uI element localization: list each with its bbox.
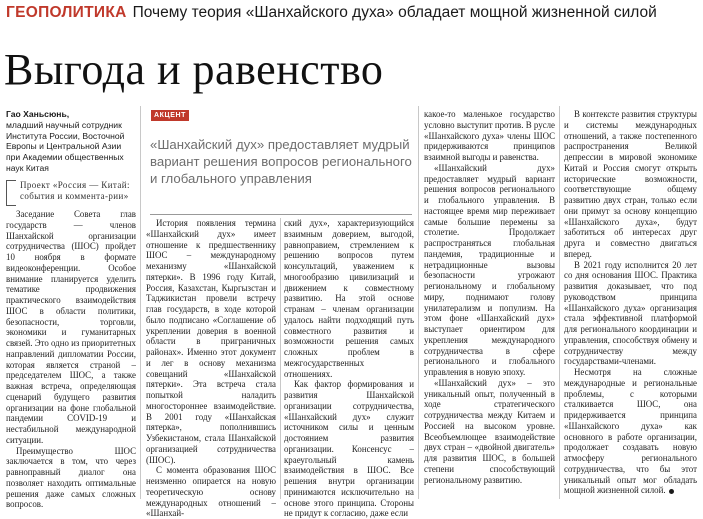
paragraph: какое-то маленькое государство условно выступит против. В русле «Шанхайского духа» члены ШОС придерживаются принципов взаимной выгоды и равенства. [424, 109, 555, 162]
paragraph: Преимущество ШОС заключается в том, что через равноправный диалог она позволяет находить оптимальные решения даже самых сложных вопросов. [6, 445, 136, 510]
lead-divider [150, 214, 412, 215]
text-column-2 [146, 218, 276, 519]
lead-paragraph: «Шанхайский дух» предоставляет мудрый вариант решения вопросов регионального и глобального управления [150, 137, 412, 186]
paragraph: История появления термина «Шанхайский дух» имеет отношение к предшественнику ШОС – международному механизму «Шанхайской пятерки». В 1996 году Китай, Россия, Казахстан, Кыргызстан и Таджикистан провели встречу глав государств, в ходе которой было подписано «Соглашение об укреплении доверия в военной области в приграничных районах». Именно этот документ и лег в основу механизма совещаний «Шанхайской пятерки». Эта встреча стала попыткой наладить многостороннее взаимодействие. В 2001 году «Шанхайская пятерка», пополнившись Узбекистаном, стала Шанхайской организацией сотрудничества (ШОС). [146, 218, 276, 465]
paragraph: В 2021 году исполнится 20 лет со дня основания ШОС. Практика развития доказывает, что под руководством принципа «Шанхайского духа» организация стала эффективной платформой для регионального координации и управления, способствуя обмену и сотрудничеству между государствами-членами. [564, 259, 697, 367]
end-of-article-icon [669, 489, 674, 494]
paragraph: Заседание Совета глав государств — членов Шанхайской организации сотрудничества (ШОС) пройдет 10 ноября в формате видеоконференции. Особое внимание планируется уделить тематике продвижения практического взаимодействия ШОС в области политики, безопасности, торговли, экономики и гуманитарных связей. Это одно из приоритетных направлений дипломатии России, которая является страной – председателем ШОС, а также важная встреча, определяющая сценарий будущего развития организации на фоне глобальной пандемии COVID-19 и нестабильной международной ситуации. [6, 209, 136, 445]
column-divider [418, 106, 419, 499]
project-box-text: Проект «Россия — Китай: события и коммента-рии» [20, 180, 130, 201]
paragraph: «Шанхайский дух» – это уникальный опыт, полученный в ходе стратегического сотрудничества между Китаем и Россией на высоком уровне. Всеобъемлющее взаимодействие двух стран – «двойной двигатель» для развития ШОС, в большей степени способствующий региональному развитию. [424, 377, 555, 485]
text-column-1 [6, 209, 136, 510]
author-name: Гао Ханьсюнь, [6, 109, 70, 119]
text-column-5 [564, 109, 697, 499]
article-headline: Выгода и равенство [4, 45, 384, 94]
column-divider [140, 106, 141, 499]
article-rubric-line [6, 3, 698, 22]
paragraph: ский дух», характеризующийся взаимным доверием, выгодой, равноправием, стремлением к решению вопросов путем консультаций, уважением к многообразию цивилизаций и движением к совместному развитию. На этой основе странам – членам организации удалось найти подходящий путь совместного развития и возможности решения самых сложных проблем в межгосударственных отношениях. [284, 218, 414, 379]
text-column-4 [424, 109, 555, 499]
paragraph: «Шанхайский дух» предоставляет мудрый вариант решения вопросов регионального и глобального управления. В настоящее время мир переживает самые большие перемены за столетие. Продолжает распространяться глобальная пандемия, традиционные и нетрадиционные вызовы безопасности угрожают региональному и глобальному миру, поднимают голову унилатерализм и популизм. На этом фоне «Шанхайский дух» выступает ориентиром для укрепления международного сотрудничества в сфере регионального и глобального управления в новую эпоху. [424, 162, 555, 377]
accent-badge: АКЦЕНТ [151, 110, 189, 121]
paragraph [564, 367, 697, 496]
project-box [6, 180, 136, 208]
rubric-label: ГЕОПОЛИТИКА [6, 4, 127, 21]
column-divider [559, 106, 560, 499]
bracket-decoration [6, 180, 16, 206]
paragraph-text: Несмотря на сложные международные и региональные проблемы, с которыми сталкивается ШОС, она придерживается принципа «Шанхайского духа» как основного в работе организации, продолжает создавать новую атмосферу регионального сотрудничества, что бы этот уникальный опыт мог обладать мощной жизненной силой. [564, 367, 697, 496]
column-divider [280, 218, 281, 499]
rubric-title: Почему теория «Шанхайского духа» обладает мощной жизненной силой [132, 4, 657, 21]
paragraph: С момента образования ШОС неизменно опирается на новую теоретическую основу международных отношений – «Шанхай- [146, 465, 276, 519]
paragraph: В контексте развития структуры и системы международных отношений, а также постепенного распространения Великой депрессии в мировой экономике Китай и Россия смогут открыть исторические возможности, соответствующие общему развитию двух стран, только если они примут за основу концепцию «Шанхайского духа», будут заботиться об интересах друг друга и совместно двигаться вперед. [564, 109, 697, 259]
author-block [6, 109, 136, 174]
paragraph: Как фактор формирования и развития Шанхайской организации сотрудничества, «Шанхайский дух» служит источником силы и ценным достоянием развития организации. Консенсус – краеугольный камень взаимодействия в ШОС. Все решения внутри организации принимаются исключительно на основе этого принципа. Стороны не придут к согласию, даже если [284, 379, 414, 519]
text-column-3 [284, 218, 414, 519]
author-bio: младший научный сотрудник Института России, Восточной Европы и Центральной Азии при Академии общественных наук Китая [6, 119, 125, 173]
